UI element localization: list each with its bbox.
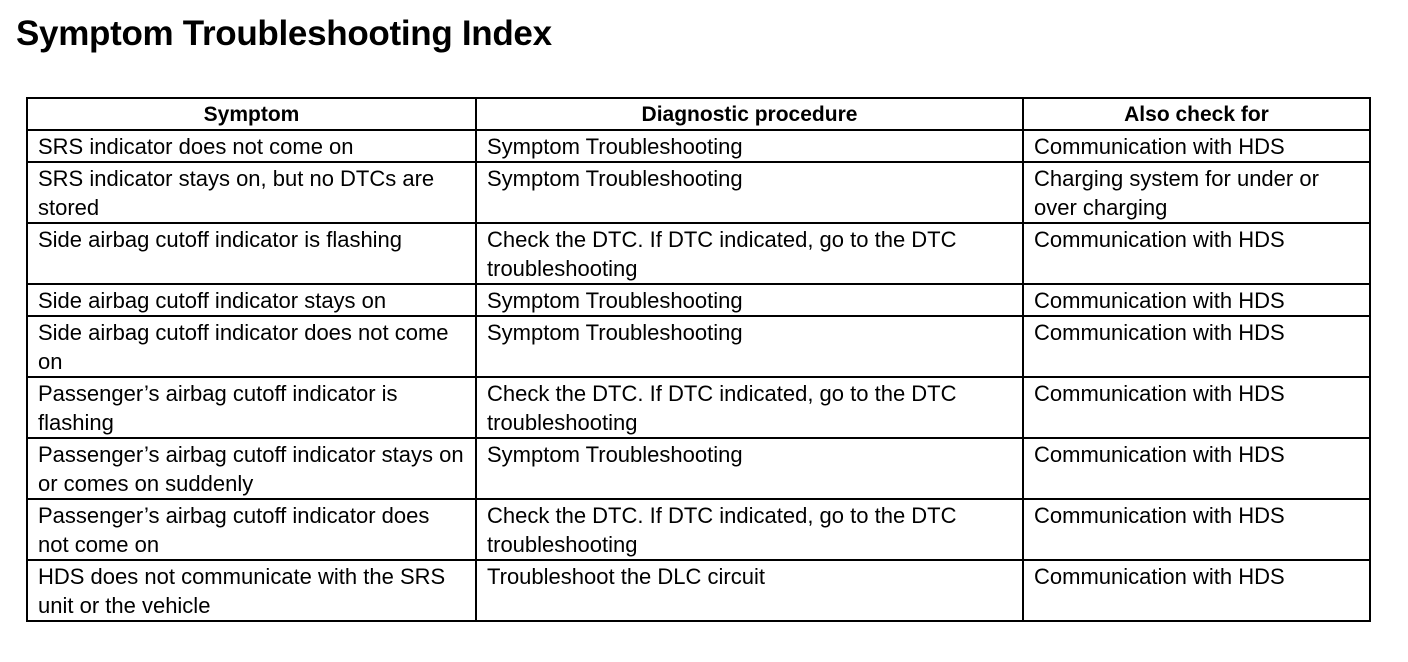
procedure-cell: Check the DTC. If DTC indicated, go to the DTC troubleshooting (476, 223, 1023, 284)
table-row (27, 162, 1370, 223)
table-row (27, 560, 1370, 621)
procedure-cell: Symptom Troubleshooting (476, 284, 1023, 316)
header-diagnostic-procedure: Diagnostic procedure (476, 98, 1023, 130)
also-check-cell: Communication with HDS (1023, 130, 1370, 162)
table-row (27, 130, 1370, 162)
procedure-cell: Troubleshoot the DLC circuit (476, 560, 1023, 621)
table-row (27, 316, 1370, 377)
procedure-cell: Symptom Troubleshooting (476, 438, 1023, 499)
symptom-cell: Side airbag cutoff indicator is flashing (27, 223, 476, 284)
table-row (27, 284, 1370, 316)
header-also-check-for: Also check for (1023, 98, 1370, 130)
symptom-table-container (26, 97, 1369, 622)
procedure-cell: Check the DTC. If DTC indicated, go to the DTC troubleshooting (476, 499, 1023, 560)
also-check-cell: Communication with HDS (1023, 560, 1370, 621)
symptom-cell: Passenger’s airbag cutoff indicator is flashing (27, 377, 476, 438)
also-check-cell: Communication with HDS (1023, 316, 1370, 377)
procedure-cell: Symptom Troubleshooting (476, 162, 1023, 223)
symptom-cell: SRS indicator stays on, but no DTCs are stored (27, 162, 476, 223)
table-row (27, 438, 1370, 499)
procedure-cell: Symptom Troubleshooting (476, 316, 1023, 377)
table-row (27, 499, 1370, 560)
symptom-cell: Side airbag cutoff indicator does not come on (27, 316, 476, 377)
table-row (27, 377, 1370, 438)
procedure-cell: Symptom Troubleshooting (476, 130, 1023, 162)
symptom-cell: SRS indicator does not come on (27, 130, 476, 162)
also-check-cell: Communication with HDS (1023, 223, 1370, 284)
symptom-cell: Side airbag cutoff indicator stays on (27, 284, 476, 316)
also-check-cell: Communication with HDS (1023, 438, 1370, 499)
page-title: Symptom Troubleshooting Index (16, 14, 552, 53)
procedure-cell: Check the DTC. If DTC indicated, go to the DTC troubleshooting (476, 377, 1023, 438)
symptom-cell: Passenger’s airbag cutoff indicator stays on or comes on suddenly (27, 438, 476, 499)
also-check-cell: Communication with HDS (1023, 499, 1370, 560)
also-check-cell: Communication with HDS (1023, 284, 1370, 316)
also-check-cell: Communication with HDS (1023, 377, 1370, 438)
symptom-table (26, 97, 1371, 622)
symptom-cell: HDS does not communicate with the SRS unit or the vehicle (27, 560, 476, 621)
table-row (27, 223, 1370, 284)
symptom-cell: Passenger’s airbag cutoff indicator does not come on (27, 499, 476, 560)
header-symptom: Symptom (27, 98, 476, 130)
table-header-row (27, 98, 1370, 130)
also-check-cell: Charging system for under or over charging (1023, 162, 1370, 223)
